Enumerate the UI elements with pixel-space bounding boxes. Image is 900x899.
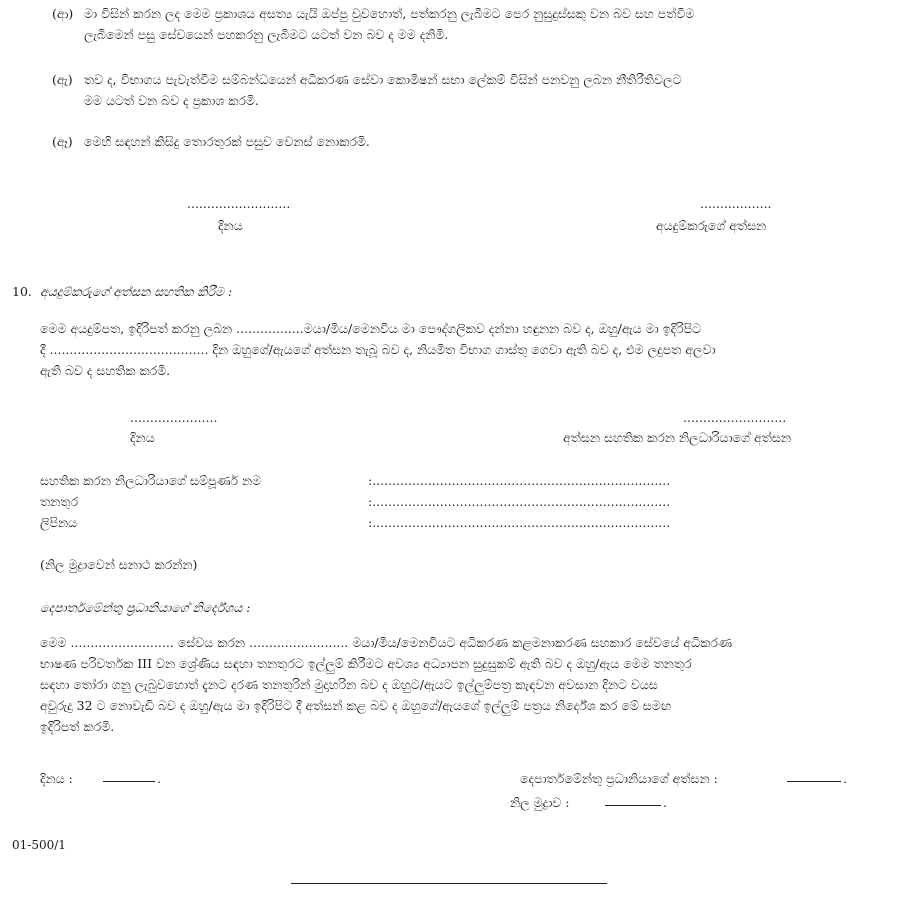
applicant-date-label: දිනය	[218, 218, 243, 233]
certifier-address-field[interactable]: :...........................................................................	[368, 515, 671, 530]
certifier-name-label: සහතික කරන නිලධාරියාගේ සම්පූර්ණ නම	[40, 473, 262, 488]
recommendation-line3: සඳහා තෝරා ගනු ලැබුවහොත් දැනට දරණ තනතුරින් මුදාහරින බව ද ඔහුට/ඇයට ඉල්ලුම්පත්‍ර කැඳවන අවසාන දිනට වයස	[40, 677, 658, 692]
seal-note: (නිල මුද්‍රාවෙන් සනාථ කරන්න)	[40, 557, 198, 572]
recommendation-title: දෙපාර්තමේන්තු ප්‍රධානියාගේ නිර්දේශය :	[40, 600, 251, 615]
declaration-ae	[52, 69, 682, 111]
recommendation-line4: අවුරුදු 32 ට නොවැඩි බව ද ඔහු/ඇය මා ඉදිරිපිට දී අත්සන් කළ බව ද ඔහුගේ/ඇයගේ ඉල්ලුම් පත්‍රය නිර්දේශ කර මේ සමඟ	[40, 698, 672, 713]
declaration-a-line1: මා විසින් කරන ලද මෙම ප්‍රකාශය අසත්‍ය යැයි ඔප්පු වුවහොත්, පත්කරනු ලැබීමට පෙර නුසුදුස්සකු වන බව සහ පත්වීම	[84, 6, 695, 21]
declaration-a-line2: ලැබීමෙන් පසු සේවයෙන් පහකරනු ලැබීමට යටත් වන බව ද මම දනිමි.	[84, 27, 449, 42]
head-date-label: දිනය :	[40, 771, 73, 786]
form-code: 01-500/1	[12, 838, 66, 852]
declaration-ae-line2: මම යටත් වන බව ද ප්‍රකාශ කරමි.	[84, 93, 259, 108]
recommendation-line5: ඉදිරිපත් කරමි.	[40, 719, 115, 734]
section-10-para-line1: මෙම අයදුම්පත, ඉදිරිපත් කරනු ලබන .................මයා/මිය/මෙනවිය මා පෞද්ගලිකව දන්නා හඳුනන බව ද, ඔහු/ඇය මා ඉදිරිපිට	[40, 321, 702, 336]
footer-rule	[291, 883, 607, 884]
head-date-period: .	[157, 771, 161, 786]
declaration-ae-line1: තව ද, විභාගය පැවැත්වීම සම්බන්ධයෙන් අධිකරණ සේවා කොමිෂන් සභා ලේකම් විසින් පනවනු ලබන නීතිරීතිවලට	[84, 72, 682, 87]
declaration-aee-line1: මෙහි සඳහන් කිසිදු තොරතුරක් පසුව වෙනස් නොකරමි.	[84, 134, 370, 149]
section-10-number: 10.	[12, 284, 32, 299]
head-signature-label: දෙපාර්තමේන්තු ප්‍රධානියාගේ අත්සන :	[520, 771, 718, 786]
declaration-a	[52, 3, 694, 45]
section-10-para-line3: ඇති බව ද සහතික කරමි.	[40, 363, 171, 378]
certifier-signature-label: අත්සන සහතික කරන නිලධාරියාගේ අත්සන	[563, 430, 792, 445]
section-10-para-line2: දී ........................................ දින ඔහුගේ/ඇයගේ අත්සන තැබූ බව ද, නියමිත විභාග ගාස්තු ගෙවා ඇති බව ද, එම ලදුපත අලවා	[40, 342, 716, 357]
head-signature-period: .	[843, 771, 847, 786]
applicant-date-dots: ..........................	[187, 196, 291, 211]
section-10-title: අයදුම්කරුගේ අත්සන සහතික කිරීම :	[40, 284, 233, 299]
head-signature-line[interactable]	[787, 781, 841, 782]
certifier-signature-dots: ..........................	[683, 410, 787, 425]
declaration-aee	[52, 131, 370, 152]
declaration-a-tag: (ආ)	[52, 6, 74, 21]
certifier-designation-field[interactable]: :...........................................................................	[368, 494, 671, 509]
applicant-signature-label: අයදුම්කරුගේ අත්සන	[656, 218, 767, 233]
declaration-ae-tag: (ඇ)	[52, 72, 73, 87]
recommendation-line2: භාෂණ පරිවර්තක III වන ශ්‍රේණිය සඳහා තනතුරට ඉල්ලුම් කිරීමට අවශ්‍ය අධ්‍යාපන සුදුසුකම් ඇති බව ද ඔහු/ඇය මෙම තනතුර	[40, 656, 692, 671]
declaration-aee-tag: (ඈ)	[52, 134, 73, 149]
certifier-date-dots: ......................	[130, 410, 218, 425]
official-seal-line[interactable]	[605, 805, 661, 806]
certifier-name-field[interactable]: :...........................................................................	[368, 473, 671, 488]
applicant-signature-dots: ..................	[700, 196, 772, 211]
section-10-paragraph	[40, 318, 716, 381]
certifier-date-label: දිනය	[130, 430, 155, 445]
certifier-address-label: ලිපිනය	[40, 515, 78, 530]
official-seal-label: නිල මුද්‍රාව :	[510, 795, 570, 810]
official-seal-period: .	[663, 795, 667, 810]
recommendation-paragraph	[40, 632, 732, 737]
head-date-line[interactable]	[103, 781, 155, 782]
certifier-designation-label: තනතුර	[40, 494, 79, 509]
recommendation-line1: මෙම .......................... සේවය කරන ......................... මයා/මිය/මෙනවියට අධිකරණ කළමනාකරණ සහකාර සේවයේ අධිකරණ	[40, 635, 732, 650]
